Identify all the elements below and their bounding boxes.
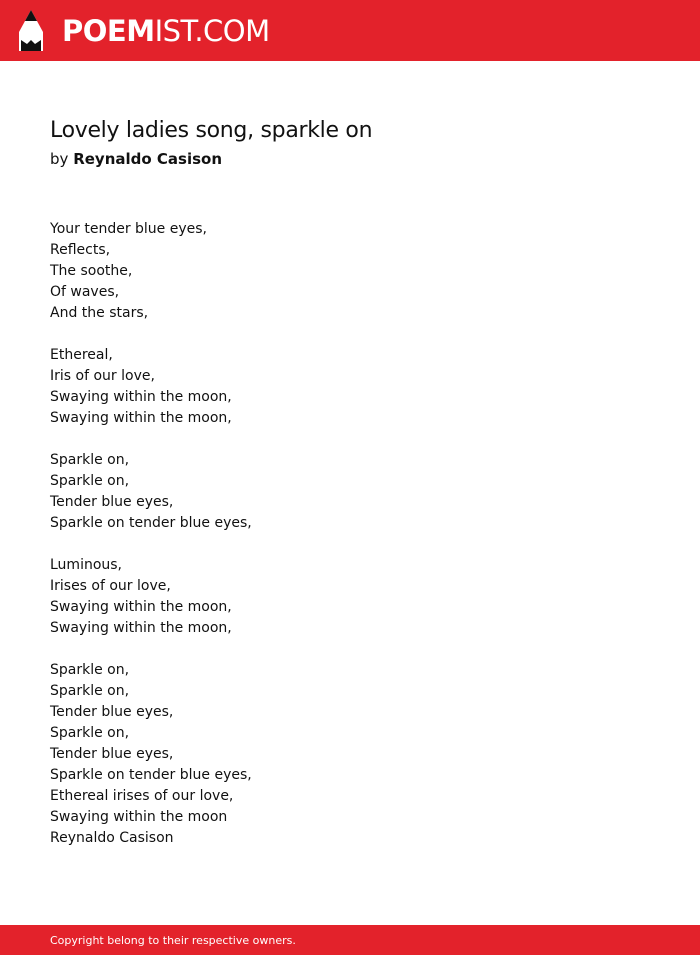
- stanza: [50, 450, 650, 534]
- stanza-gap: [50, 534, 650, 555]
- poem-line: Tender blue eyes,: [50, 746, 174, 762]
- poem-line: And the stars,: [50, 305, 149, 321]
- poem-line: Luminous,: [50, 557, 123, 573]
- copyright-text: Copyright belong to their respective owners.: [50, 934, 296, 947]
- stanza-gap: [50, 639, 650, 660]
- brand-bold: POEM: [62, 14, 155, 48]
- poem-line: Sparkle on tender blue eyes,: [50, 767, 252, 783]
- poem-title: Lovely ladies song, sparkle on: [50, 118, 373, 143]
- stanza: [50, 555, 650, 639]
- brand-light: IST.COM: [154, 14, 270, 48]
- byline: [50, 149, 222, 169]
- stanza-gap: [50, 429, 650, 450]
- site-footer: [0, 925, 700, 955]
- poem-line: Tender blue eyes,: [50, 704, 174, 720]
- poem-line: Sparkle on tender blue eyes,: [50, 515, 252, 531]
- pencil-tip-icon[interactable]: [18, 10, 44, 51]
- poem-line: Swaying within the moon,: [50, 599, 232, 615]
- stanza-gap: [50, 324, 650, 345]
- poem-line: Sparkle on,: [50, 473, 130, 489]
- site-header: [0, 0, 700, 61]
- poem-line: Swaying within the moon,: [50, 620, 232, 636]
- poem-line: Sparkle on,: [50, 452, 130, 468]
- poem-line: Your tender blue eyes,: [50, 221, 207, 237]
- poem-line: Reflects,: [50, 242, 111, 258]
- poem-line: Iris of our love,: [50, 368, 155, 384]
- by-label: by: [50, 150, 69, 168]
- poem-line: Reynaldo Casison: [50, 830, 174, 846]
- stanza: [50, 219, 650, 324]
- stanza: [50, 345, 650, 429]
- author-name: Reynaldo Casison: [73, 150, 223, 168]
- poem-line: Swaying within the moon: [50, 809, 228, 825]
- poem-line: Of waves,: [50, 284, 120, 300]
- poem-line: Sparkle on,: [50, 683, 130, 699]
- poem-line: Sparkle on,: [50, 662, 130, 678]
- poem-line: Sparkle on,: [50, 725, 130, 741]
- poem-line: Ethereal irises of our love,: [50, 788, 234, 804]
- poem-line: The soothe,: [50, 263, 133, 279]
- poem-body: [50, 219, 650, 849]
- poem-line: Tender blue eyes,: [50, 494, 174, 510]
- poem-line: Irises of our love,: [50, 578, 171, 594]
- poem-line: Swaying within the moon,: [50, 410, 232, 426]
- poem-line: Swaying within the moon,: [50, 389, 232, 405]
- site-logo-text[interactable]: [62, 13, 270, 49]
- stanza: [50, 660, 650, 849]
- poem-line: Ethereal,: [50, 347, 113, 363]
